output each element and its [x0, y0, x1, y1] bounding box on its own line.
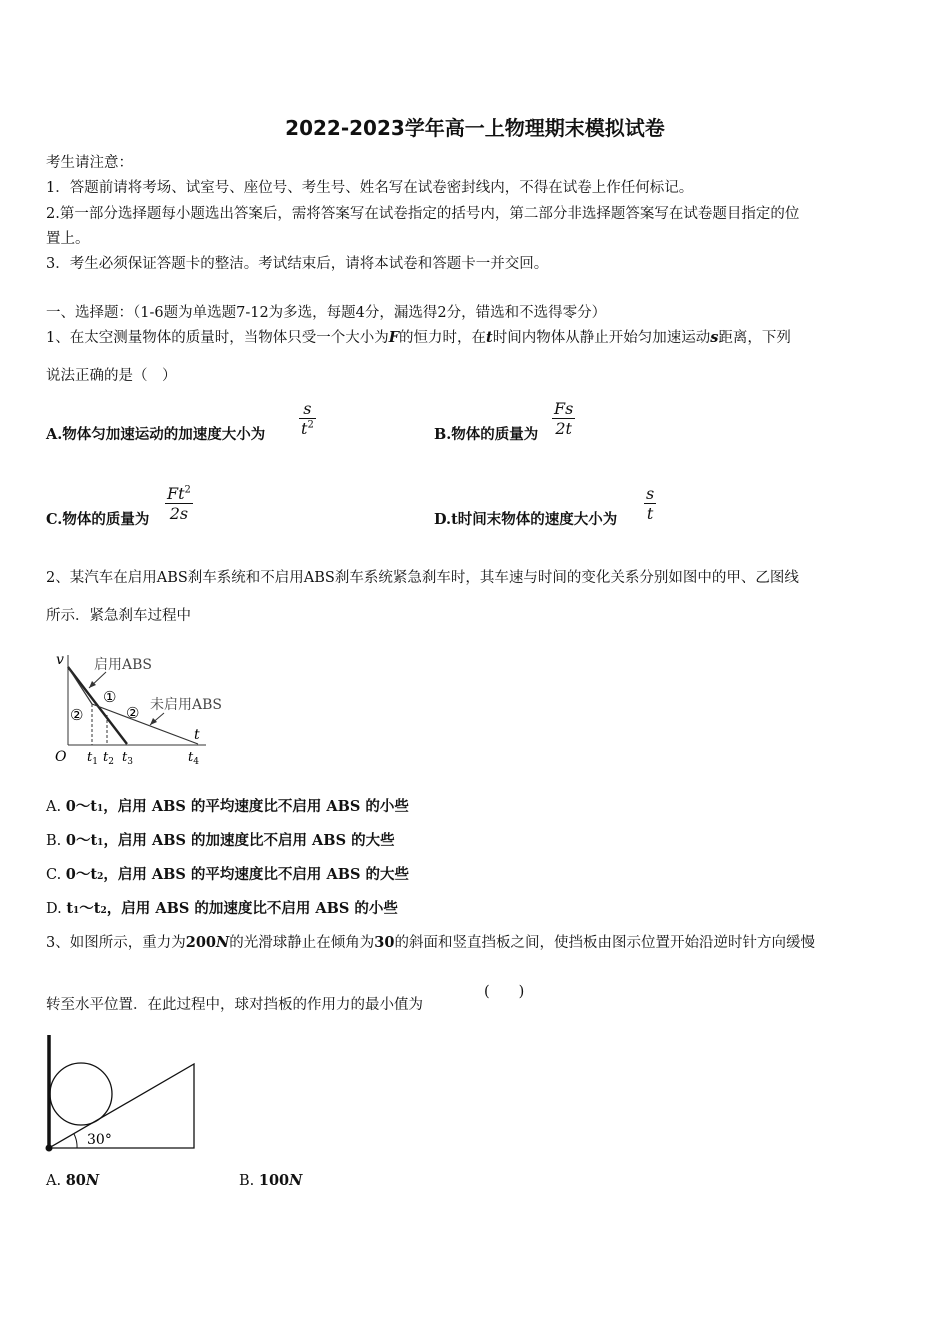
q2-label-abs-on: 启用ABS: [94, 657, 152, 673]
q1-option-a-fraction: $\frac{s}{t^2}$: [301, 399, 314, 438]
q2-stem-line2: 所示．紧急刹车过程中: [46, 608, 191, 624]
q2-label-t: t: [194, 727, 200, 743]
notice-item-2: 2.第一部分选择题每小题选出答案后，需将答案写在试卷指定的括号内，第二部分非选择题答案写在试卷题目指定的位: [46, 206, 800, 222]
q2-label-v: v: [56, 652, 64, 668]
q2-label-origin: O: [55, 749, 67, 765]
q2-arrowhead-noabs: [150, 718, 157, 725]
q3-option-a[interactable]: A. 80N: [46, 1172, 100, 1189]
q2-label-circle-2b: ②: [126, 704, 140, 722]
q2-label-circle-1: ①: [103, 688, 117, 706]
q2-tick-t4: $t_4$: [188, 750, 199, 767]
q2-vt-graph: [46, 645, 246, 770]
q2-option-a[interactable]: A. 0～t1，启用 ABS 的平均速度比不启用 ABS 的小些: [46, 798, 409, 815]
notice-heading: 考生请注意：: [46, 155, 133, 171]
q2-option-d[interactable]: D. t1～t2，启用 ABS 的加速度比不启用 ABS 的小些: [46, 900, 398, 917]
q1-option-a[interactable]: A.物体匀加速运动的加速度大小为: [46, 426, 266, 443]
notice-item-2-cont: 置上。: [46, 231, 90, 247]
q2-option-b[interactable]: B. 0～t1，启用 ABS 的加速度比不启用 ABS 的大些: [46, 832, 395, 849]
q2-line-noabs-steep: [68, 667, 92, 704]
q3-incline: [49, 1064, 194, 1148]
q3-ball: [50, 1063, 112, 1125]
q1-stem-line2: 说法正确的是（ ）: [46, 368, 177, 384]
q2-tick-t2: $t_2$: [103, 750, 114, 767]
q2-label-abs-off: 未启用ABS: [150, 697, 222, 713]
q2-tick-t3: $t_3$: [122, 750, 133, 767]
q3-angle-label: 30°: [87, 1132, 112, 1148]
q1-option-b-fraction: $\frac{Fs}{2t}$: [554, 399, 574, 438]
q1-option-d[interactable]: D.t时间末物体的速度大小为: [434, 511, 618, 528]
q3-angle-arc: [74, 1134, 77, 1148]
q1-option-c-fraction: $\frac{Ft^2}{2s}$: [167, 484, 191, 523]
q2-label-circle-2a: ②: [70, 706, 84, 724]
section-heading: 一、选择题：（1-6题为单选题7-12为多选，每题4分，漏选得2分，错选和不选得零分）: [46, 305, 607, 321]
notice-item-1: 1．答题前请将考场、试室号、座位号、考生号、姓名写在试卷密封线内，不得在试卷上作任何标记。: [46, 180, 694, 196]
q1-option-b[interactable]: B.物体的质量为: [434, 426, 539, 443]
q2-tick-t1: $t_1$: [87, 750, 98, 767]
q3-stem-line1: 3、如图所示，重力为200N的光滑球静止在倾角为30的斜面和竖直挡板之间，使挡板由图示位置开始沿逆时针方向缓慢: [46, 934, 815, 951]
q3-incline-figure: [40, 1032, 205, 1157]
q1-option-d-fraction: $\frac{s}{t}$: [646, 484, 655, 523]
q3-stem-line2: 转至水平位置．在此过程中，球对挡板的作用力的最小值为: [46, 997, 423, 1013]
q3-answer-paren: ( ): [484, 984, 525, 1000]
notice-item-3: 3．考生必须保证答题卡的整洁。考试结束后，请将本试卷和答题卡一并交回。: [46, 256, 549, 272]
q2-option-c[interactable]: C. 0～t2，启用 ABS 的平均速度比不启用 ABS 的大些: [46, 866, 410, 883]
q3-option-b[interactable]: B. 100N: [239, 1172, 303, 1189]
q2-stem-line1: 2、某汽车在启用ABS刹车系统和不启用ABS刹车系统紧急刹车时，其车速与时间的变化关系分别如图中的甲、乙图线: [46, 570, 799, 586]
q1-option-c[interactable]: C.物体的质量为: [46, 511, 150, 528]
q1-stem-line1: 1、在太空测量物体的质量时，当物体只受一个大小为F的恒力时，在t时间内物体从静止开始匀加速运动s距离，下列: [46, 329, 791, 346]
page-title: 2022-2023学年高一上物理期末模拟试卷: [285, 116, 665, 140]
